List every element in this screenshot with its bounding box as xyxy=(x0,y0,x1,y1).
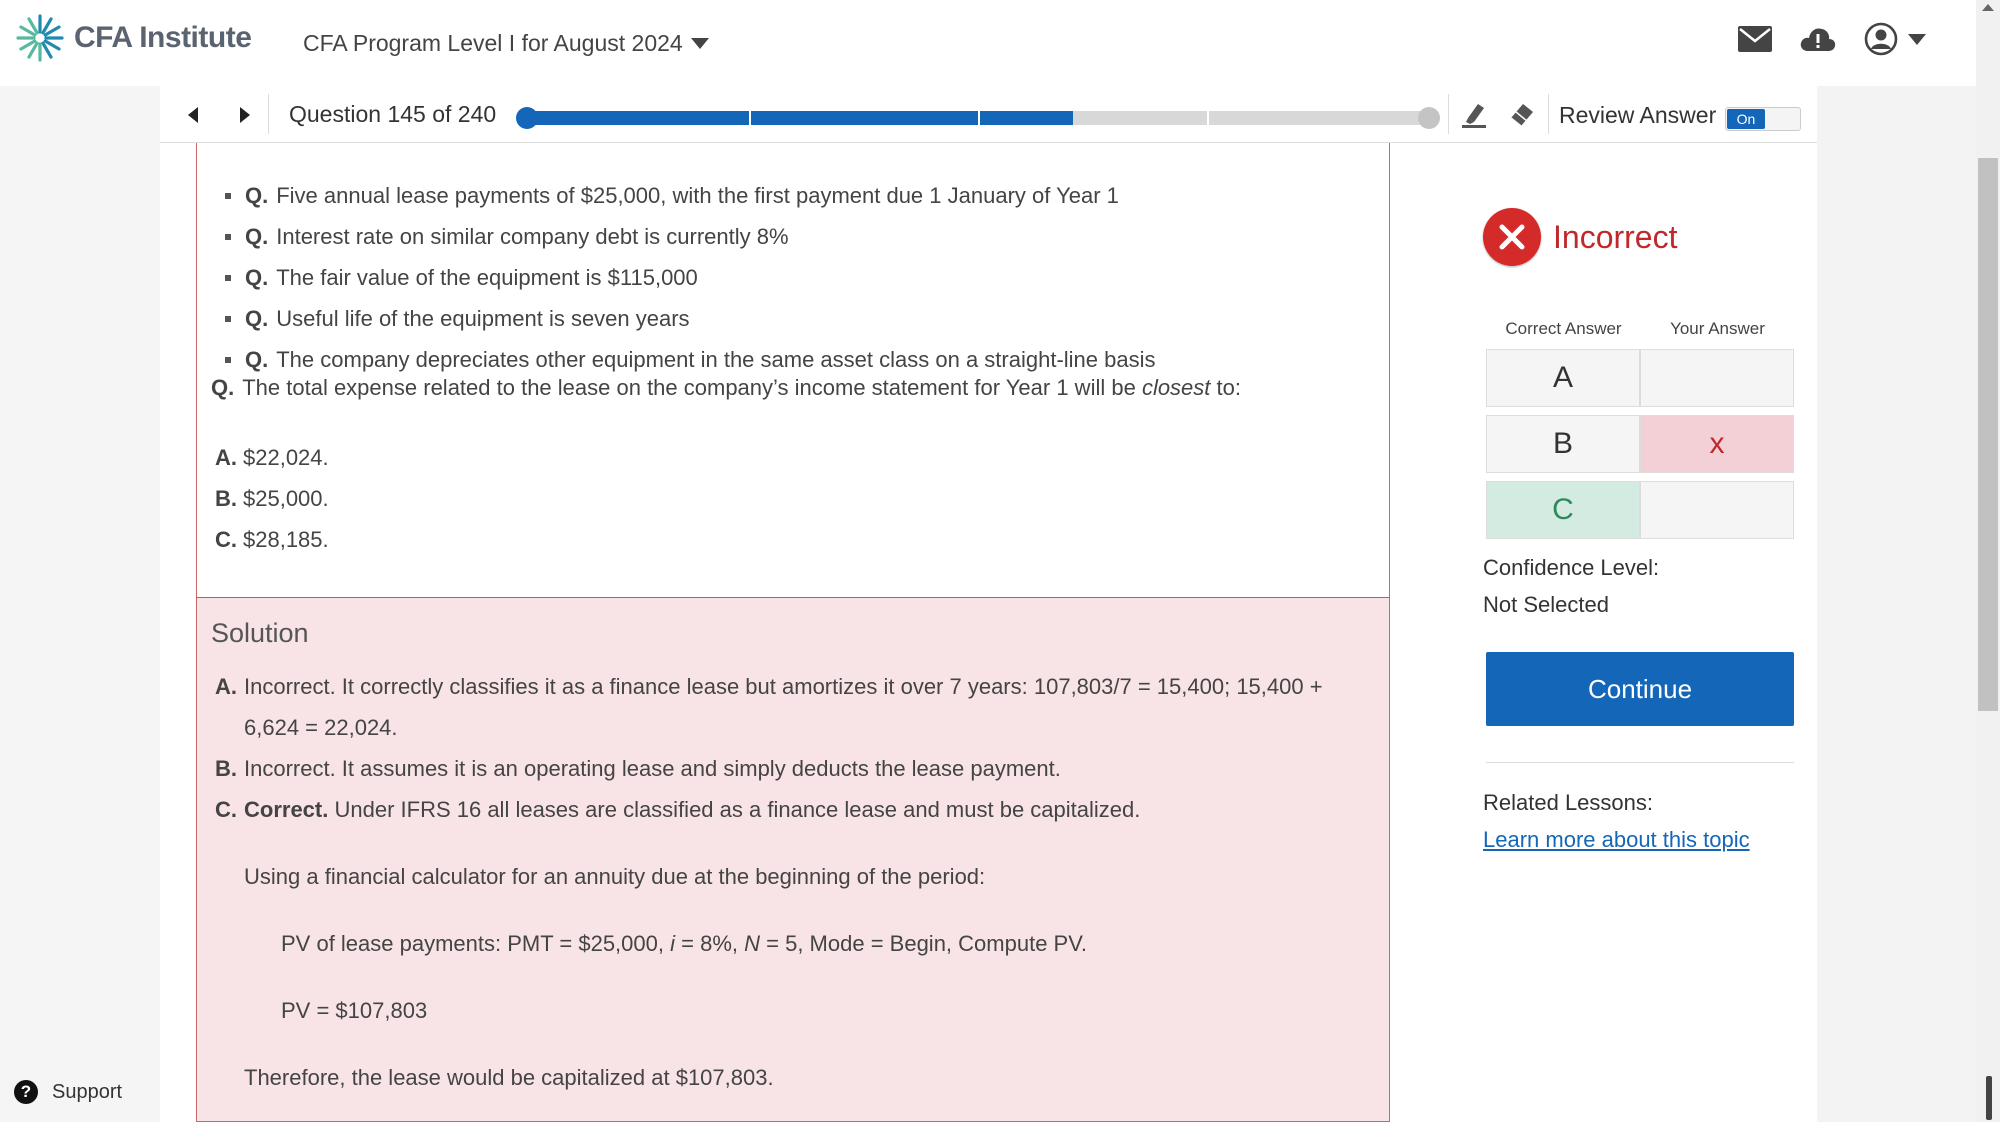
previous-question-button[interactable] xyxy=(182,103,206,127)
divider xyxy=(1486,762,1794,763)
learn-more-link[interactable]: Learn more about this topic xyxy=(1483,827,1750,852)
solution-title: Solution xyxy=(211,618,309,648)
help-icon: ? xyxy=(14,1080,38,1104)
page-scrollbar[interactable] xyxy=(1976,0,2000,1122)
list-item: Q. Useful life of the equipment is seven years xyxy=(225,298,1155,339)
confidence-label: Confidence Level: xyxy=(1483,555,1660,580)
left-margin xyxy=(0,86,160,1122)
program-selector[interactable] xyxy=(303,30,709,57)
question-stem: Q. The total expense related to the lease on the company’s income statement for Year 1 will be closest to: xyxy=(211,375,1242,400)
continue-button[interactable]: Continue xyxy=(1486,652,1794,726)
correct-cell-a: A xyxy=(1486,349,1640,407)
list-item: Q. Interest rate on similar company debt is currently 8% xyxy=(225,216,1155,257)
divider xyxy=(268,94,269,134)
progress-fill xyxy=(520,111,1073,125)
list-item: Q. Five annual lease payments of $25,000, with the first payment due 1 January of Year 1 xyxy=(225,175,1155,216)
progress-tick xyxy=(978,107,980,129)
your-answer-header: Your Answer xyxy=(1670,319,1765,338)
pv-result: PV = $107,803 xyxy=(281,998,428,1023)
confidence-level xyxy=(1483,549,1659,623)
user-account-icon xyxy=(1864,22,1898,56)
scrollbar-thumb[interactable] xyxy=(1978,158,1998,711)
eraser-icon xyxy=(1507,100,1535,128)
option-b: B. $25,000. xyxy=(215,486,329,511)
result-label: Incorrect xyxy=(1553,218,1678,255)
progress-end-knob[interactable] xyxy=(1418,107,1440,129)
cloud-upload-icon[interactable] xyxy=(1800,25,1836,53)
header-actions xyxy=(1710,22,1926,56)
answer-options xyxy=(215,445,329,568)
pv-calculation: PV of lease payments: PMT = $25,000, i = 8%, N = 5, Mode = Begin, Compute PV. xyxy=(281,931,1087,956)
divider xyxy=(1548,94,1549,134)
list-item: Q. The fair value of the equipment is $115,000 xyxy=(225,257,1155,298)
cfa-logo[interactable] xyxy=(14,12,251,64)
chevron-down-icon xyxy=(1908,34,1926,45)
program-label: CFA Program Level I for August 2024 xyxy=(303,30,683,56)
correct-cell-b: B xyxy=(1486,415,1640,473)
progress-tick xyxy=(1207,107,1209,129)
related-lessons-label: Related Lessons: xyxy=(1483,790,1653,815)
question-navigation-bar xyxy=(160,86,1817,143)
review-answer-toggle[interactable] xyxy=(1725,107,1801,131)
user-account-menu[interactable] xyxy=(1864,22,1926,56)
highlighter-button[interactable] xyxy=(1460,100,1488,133)
correct-cell-c: C xyxy=(1486,481,1640,539)
calculation-intro: Using a financial calculator for an annuity due at the beginning of the period: xyxy=(244,864,986,889)
your-cell-c xyxy=(1640,481,1794,539)
option-c: C. $28,185. xyxy=(215,527,329,552)
toggle-on-label: On xyxy=(1727,109,1765,129)
support-label: Support xyxy=(52,1080,123,1103)
your-cell-b: x xyxy=(1640,415,1794,473)
solution-panel xyxy=(196,597,1390,1122)
eraser-button[interactable] xyxy=(1507,100,1535,133)
progress-tick xyxy=(749,107,751,129)
solution-conclusion: Therefore, the lease would be capitalized at $107,803. xyxy=(244,1065,774,1090)
question-counter: Question 145 of 240 xyxy=(289,101,497,127)
answer-panel xyxy=(1390,143,1817,1122)
your-cell-a xyxy=(1640,349,1794,407)
scroll-handle[interactable] xyxy=(1986,1076,1992,1120)
incorrect-icon xyxy=(1483,208,1541,266)
confidence-value: Not Selected xyxy=(1483,592,1609,617)
solution-body xyxy=(215,666,1375,1098)
chevron-right-icon xyxy=(232,103,256,127)
scroll-up-arrow-icon[interactable] xyxy=(1982,4,1994,11)
divider xyxy=(1448,94,1449,134)
support-button[interactable] xyxy=(14,1080,122,1104)
chevron-down-icon xyxy=(691,38,709,49)
progress-start-knob[interactable] xyxy=(516,107,538,129)
mail-icon[interactable] xyxy=(1738,26,1772,52)
chevron-left-icon xyxy=(182,103,206,127)
highlighter-icon xyxy=(1460,100,1488,128)
brand-name: CFA Institute xyxy=(74,21,252,54)
correct-answer-header: Correct Answer xyxy=(1505,319,1622,338)
question-panel xyxy=(196,143,1390,597)
cfa-logo-icon xyxy=(14,12,66,64)
related-lessons xyxy=(1483,784,1750,858)
result-status xyxy=(1483,208,1677,266)
solution-a: A. Incorrect. It correctly classifies it as a finance lease but amortizes it over 7 years: 107,803/7 = 15,400; 15,400 + 6,624 = 22,024. xyxy=(215,674,1323,740)
solution-b: B. Incorrect. It assumes it is an operating lease and simply deducts the lease payment. xyxy=(215,756,1061,781)
list-item: Q. The company depreciates other equipment in the same asset class on a straight-line basis xyxy=(225,339,1155,380)
next-question-button[interactable] xyxy=(232,103,256,127)
option-a: A. $22,024. xyxy=(215,445,329,470)
question-facts-list xyxy=(225,175,1155,380)
main-content xyxy=(160,86,1817,1122)
solution-c: C. Correct. Under IFRS 16 all leases are classified as a finance lease and must be capitalized. xyxy=(215,797,1141,822)
top-header xyxy=(0,0,1976,86)
question-progress-bar[interactable] xyxy=(520,107,1436,123)
review-answer-label: Review Answer xyxy=(1559,102,1717,128)
